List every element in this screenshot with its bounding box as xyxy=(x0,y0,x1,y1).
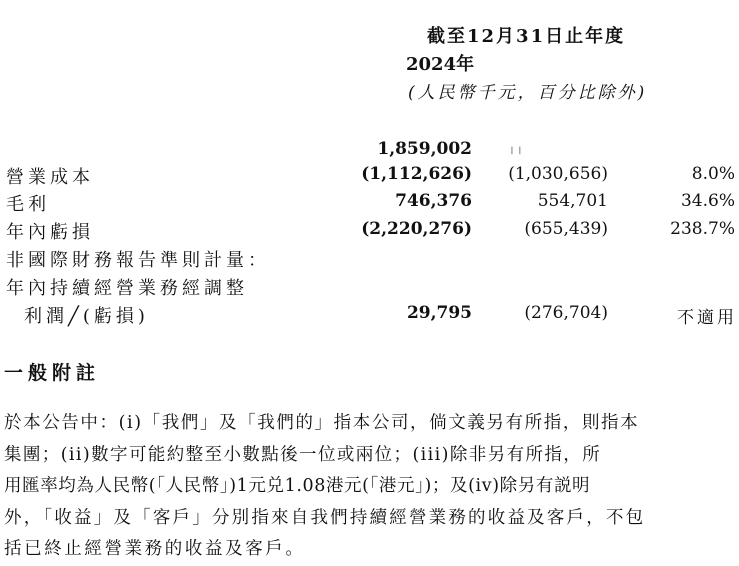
cost-of-sales-2023: (1,030,656) xyxy=(508,164,608,184)
loss-for-year-change: 238.7% xyxy=(670,219,735,239)
gross-profit-change: 34.6% xyxy=(680,191,735,211)
scan-mark: ╷╷ xyxy=(508,140,524,155)
loss-for-year-2024: (2,220,276) xyxy=(361,219,472,239)
year-header: 2024年 xyxy=(406,54,475,75)
note-line: 外，「收益」及「客戶」分別指來自我們持續經營業務的收益及客戶，不包 xyxy=(4,507,646,528)
note-line: 括已終止經營業務的收益及客戶。 xyxy=(4,539,306,559)
row-label-cost-of-sales: 營業成本 xyxy=(6,167,94,188)
row-label-non-ifrs: 非國際財務報告準則計量： xyxy=(6,250,270,271)
note-line: 用匯率均為人民幣(「人民幣」)1元兑1.08港元(「港元」)；及(iv)除另有説明 xyxy=(4,476,591,496)
adjusted-profit-2024: 29,795 xyxy=(406,303,472,323)
note-line: 於本公告中：(i)「我們」及「我們的」指本公司，倘文義另有所指，則指本 xyxy=(4,413,640,433)
gross-profit-2023: 554,701 xyxy=(537,191,608,211)
unit-note: (人民幣千元，百分比除外) xyxy=(408,83,648,103)
row-label-profit-loss: 利潤╱(虧損) xyxy=(24,306,149,327)
section-title-general-notes: 一般附註 xyxy=(4,362,101,384)
gross-profit-2024: 746,376 xyxy=(395,191,472,211)
period-header: 截至12月31日止年度 xyxy=(427,26,626,47)
cost-of-sales-change: 8.0% xyxy=(691,164,735,184)
revenue-2024: 1,859,002 xyxy=(377,139,472,159)
row-label-adjusted-continuing: 年內持續經營業務經調整 xyxy=(6,278,248,299)
note-line: 集團；(ii)數字可能約整至小數點後一位或兩位；(iii)除非另有所指，所 xyxy=(4,444,602,465)
loss-for-year-2023: (655,439) xyxy=(524,219,608,239)
row-label-loss-for-year: 年內虧損 xyxy=(6,222,94,243)
adjusted-profit-2023: (276,704) xyxy=(524,303,608,323)
adjusted-profit-change: 不適用 xyxy=(677,308,737,328)
general-notes-paragraph xyxy=(4,408,736,566)
cost-of-sales-2024: (1,112,626) xyxy=(361,164,472,184)
row-label-gross-profit: 毛利 xyxy=(6,194,50,215)
